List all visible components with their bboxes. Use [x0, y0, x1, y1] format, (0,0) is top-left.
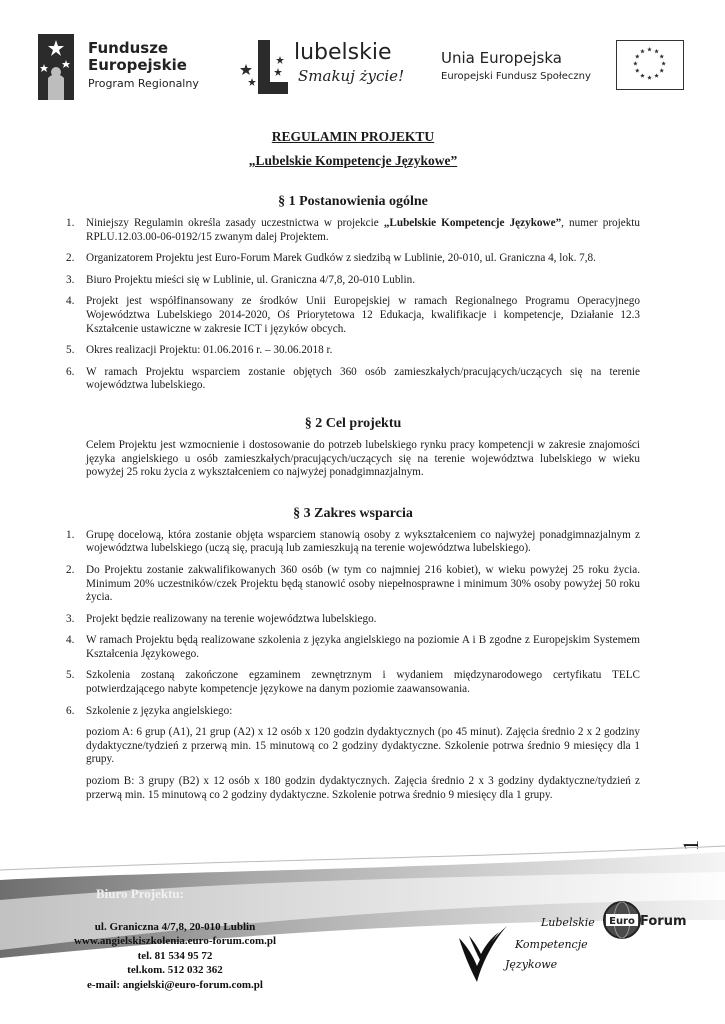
eu-star-icon [654, 49, 659, 53]
list-item-text: Szkolenia zostaną zakończone egzaminem zewnętrznym i wydaniem międzynarodowego certyfikatu TELC potwierdzającego nabyte kompetencje językowe na danym poziomie zaawansowania. [86, 669, 640, 696]
list-item-number: 3. [66, 612, 75, 625]
fundusze-europejskie-text [88, 40, 199, 92]
ue-line1: Unia Europejska [441, 49, 562, 67]
lubelskie-name: lubelskie [294, 40, 392, 65]
section-1-list [66, 217, 640, 393]
list-item [66, 613, 640, 627]
list-item-number: 2. [66, 252, 75, 265]
eu-star-icon [635, 54, 640, 58]
list-item-text: Niniejszy Regulamin określa zasady uczestnictwa w projekcie [86, 217, 384, 229]
eu-star-icon [633, 61, 638, 65]
swoosh-mark-icon [455, 918, 511, 988]
contact-block [40, 920, 310, 992]
fe-line3: Program Regionalny [88, 77, 199, 90]
fundusze-europejskie-logo [38, 34, 208, 100]
contact-address: ul. Graniczna 4/7,8, 20-010 Lublin [94, 921, 256, 933]
section-2-heading: § 2 Cel projektu [304, 415, 402, 431]
euro-forum-globe-icon [602, 900, 642, 940]
list-item-number: 3. [66, 273, 75, 286]
page-number-value: 1 [678, 839, 703, 851]
fe-line2: Europejskie [88, 56, 187, 74]
project-office-label: Biuro Projektu: [96, 886, 184, 901]
euro-forum-badge: Euro [609, 916, 635, 927]
list-item [66, 344, 640, 358]
euro-forum-logo [600, 898, 700, 948]
list-item [66, 366, 640, 393]
lubelskie-text [294, 40, 404, 86]
list-item-number: 4. [66, 295, 75, 308]
list-item-number: 4. [66, 634, 75, 647]
project-name-bold: „Lubelskie Kompetencje Językowe” [383, 217, 562, 229]
list-item-text: Biuro Projektu mieści się w Lublinie, ul. Graniczna 4/7,8, 20-010 Lublin. [86, 273, 416, 286]
document-body [66, 128, 640, 810]
level-a-paragraph: poziom A: 6 grup (A1), 21 grup (A2) x 12 osób x 120 godzin dydaktycznych (po 45 minut). Zajęcia średnio 2 x 2 godziny dydaktyczne/tydzień z przerwą min. 15 minutową co 2 godziny dydaktyczne. Szkolenie potrwa średnio 9 miesięcy dla 1 grupy. [86, 726, 640, 766]
lubelskie-kompetencje-logo [455, 912, 595, 992]
list-item [66, 564, 640, 605]
eu-star-icon [659, 68, 664, 72]
eu-star-icon [661, 61, 666, 65]
euro-forum-name: Forum [640, 914, 687, 929]
lubelskie-slogan: Smakuj życie! [298, 67, 405, 85]
list-item-number: 5. [66, 344, 75, 357]
list-item [66, 669, 640, 696]
eu-star-icon [640, 49, 645, 53]
list-item [66, 295, 640, 336]
lk-line2: Kompetencje [515, 938, 588, 951]
lk-line3: Językowe [505, 958, 558, 971]
eu-star-icon [647, 75, 652, 79]
fundusze-europejskie-mark-icon [38, 34, 74, 100]
ue-line2: Europejski Fundusz Społeczny [441, 71, 591, 82]
document-title: REGULAMIN PROJEKTU [271, 129, 435, 144]
list-item-text: Projekt będzie realizowany na terenie województwa lubelskiego. [86, 612, 377, 625]
list-item-text: W ramach Projektu wsparciem zostanie objętych 360 osób zamieszkałych/pracujących/uczących się na terenie województwa lubelskiego. [86, 365, 640, 392]
list-item-text: Grupę docelową, która zostanie objęta wsparciem stanowią osoby z wykształceniem co najwyżej ponadgimnazjalnym z województwa lubelskiego (uczą się, pracują lub zamieszkują na terenie województwa lubelskiego). [86, 528, 640, 555]
eu-star-icon [635, 68, 640, 72]
eu-star-icon [659, 54, 664, 58]
list-item-text: Organizatorem Projektu jest Euro-Forum Marek Gudków z siedzibą w Lublinie, 20-010, ul. Graniczna 4, lok. 7,8. [86, 252, 596, 265]
header-logo-bar [38, 30, 688, 104]
lubelskie-logo [238, 38, 408, 100]
list-item [66, 529, 640, 556]
lubelskie-l-mark-icon [238, 38, 290, 96]
document-subtitle: „Lubelskie Kompetencje Językowe” [248, 153, 458, 168]
eu-flag-icon [616, 40, 684, 90]
contact-phone: tel. 81 534 95 72 [137, 949, 213, 962]
list-item-text: , numer projektu RPLU.12.03.00-06-0192/15 zwanym dalej Projektem. [86, 217, 641, 243]
list-item-text: Do Projektu zostanie zakwalifikowanych 360 osób (w tym co najmniej 216 kobiet), w wieku powyżej 25 roku życia. Minimum 20% uczestników/czek Projektu będą stanowić osoby niepełnosprawne i minimum 30% osoby powyżej 50 roku życia. [86, 563, 640, 604]
level-b-paragraph: poziom B: 3 grupy (B2) x 12 osób x 180 godzin dydaktycznych. Zajęcia średnio 2 x 3 godziny dydaktyczne/tydzień z przerwą min. 15 minutową co 2 godziny dydaktyczne. Szkolenie potrwa średnio 9 miesięcy dla 1 grupy. [86, 775, 640, 801]
contact-mobile: tel.kom. 512 032 362 [127, 964, 223, 977]
lk-logo-text [507, 916, 595, 972]
eu-star-icon [654, 73, 659, 77]
fe-line1: Fundusze [88, 39, 169, 57]
list-item-number: 1. [66, 528, 75, 541]
list-item-number: 2. [66, 563, 75, 576]
list-item-text: W ramach Projektu będą realizowane szkolenia z języka angielskiego na poziomie A i B zgodne z Europejskim Systemem Kształcenia Językowego. [86, 634, 640, 660]
list-item [66, 274, 640, 288]
lk-line1: Lubelskie [541, 916, 595, 929]
list-item-number: 6. [66, 704, 75, 717]
list-item-text: Szkolenie z języka angielskiego: [86, 704, 233, 717]
contact-website: www.angielskiszkolenia.euro-forum.com.pl [73, 935, 277, 948]
list-item [66, 634, 640, 661]
list-item-text: Okres realizacji Projektu: 01.06.2016 r. – 30.06.2018 r. [86, 344, 333, 357]
list-item-number: 1. [66, 217, 75, 229]
unia-europejska-text [441, 48, 591, 84]
list-item [66, 252, 640, 266]
eu-star-icon [640, 73, 645, 77]
list-item-number: 6. [66, 365, 75, 378]
list-item-text: Projekt jest współfinansowany ze środków Unii Europejskiej w ramach Regionalnego Programu Operacyjnego Województwa Lubelskiego 2014-2020, Oś Priorytetowa 12 Edukacja, kwalifikacje i kompetencje, Działanie 12.3 Kształcenie ustawiczne w zakresie ICT i języków obcych. [86, 295, 640, 335]
section-2-paragraph: Celem Projektu jest wzmocnienie i dostosowanie do potrzeb lubelskiego rynku pracy kompetencji w zakresie znajomości języka angielskiego u osób zamieszkałych/pracujących/uczących się na terenie województwa lubelskiego w wieku powyżej 25 roku życia z wykształceniem co najwyżej ponadgimnazjalnym. [86, 438, 640, 479]
contact-email: e-mail: angielski@euro-forum.com.pl [87, 978, 263, 991]
eu-stars-icon [617, 41, 682, 88]
list-item [66, 217, 640, 244]
list-item-number: 5. [66, 669, 75, 682]
section-1-heading: § 1 Postanowienia ogólne [278, 194, 428, 209]
section-3-list [66, 529, 640, 719]
section-3-heading: § 3 Zakres wsparcia [293, 505, 413, 521]
eu-star-icon [647, 47, 652, 51]
list-item [66, 705, 640, 719]
